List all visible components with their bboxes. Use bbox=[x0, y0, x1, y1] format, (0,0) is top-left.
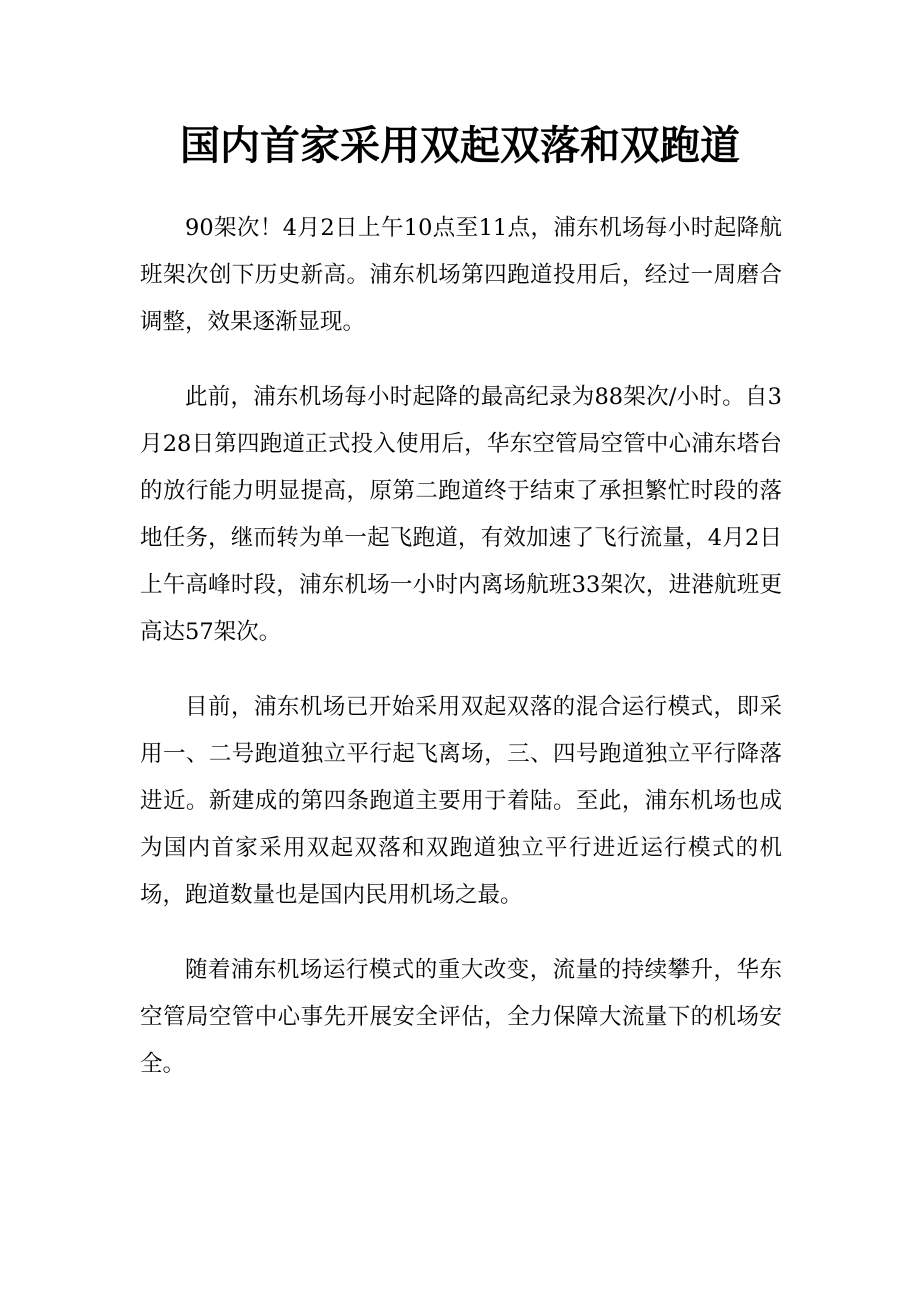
paragraph-2: 此前，浦东机场每小时起降的最高纪录为88架次/小时。自3月28日第四跑道正式投入使用后，华东空管局空管中心浦东塔台的放行能力明显提高，原第二跑道终于结束了承担繁忙时段的落地任务，继而转为单一起飞跑道，有效加速了飞行流量，4月2日上午高峰时段，浦东机场一小时内离场航班33架次，进港航班更高达57架次。 bbox=[140, 384, 782, 645]
paragraph-4: 随着浦东机场运行模式的重大改变，流量的持续攀升，华东空管局空管中心事先开展安全评估，全力保障大流量下的机场安全。 bbox=[140, 957, 782, 1077]
paragraph-3: 目前，浦东机场已开始采用双起双落的混合运行模式，即采用一、二号跑道独立平行起飞离场，三、四号跑道独立平行降落进近。新建成的第四条跑道主要用于着陆。至此，浦东机场也成为国内首家采用双起双落和双跑道独立平行进近运行模式的机场，跑道数量也是国内民用机场之最。 bbox=[140, 694, 782, 908]
paragraph-1: 90架次！4月2日上午10点至11点，浦东机场每小时起降航班架次创下历史新高。浦东机场第四跑道投用后，经过一周磨合调整，效果逐渐显现。 bbox=[140, 215, 782, 335]
document-title: 国内首家采用双起双落和双跑道 bbox=[180, 122, 740, 169]
